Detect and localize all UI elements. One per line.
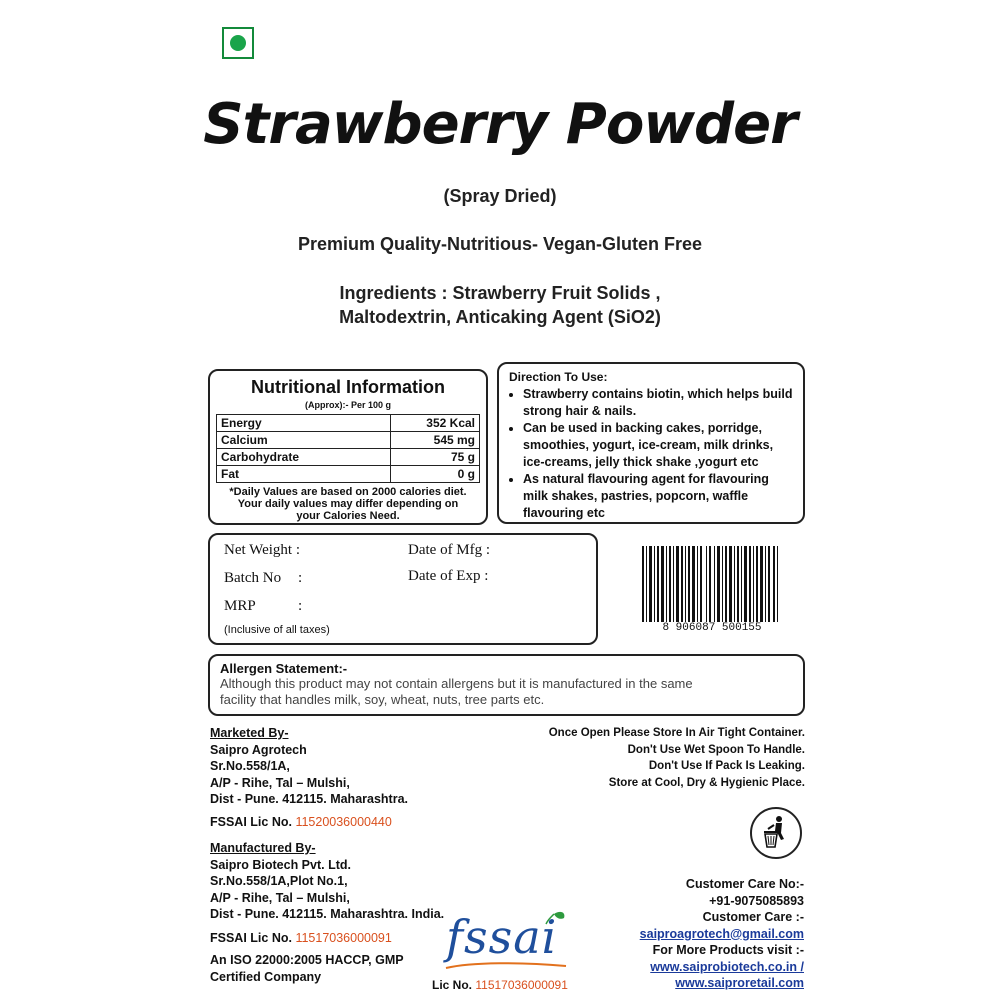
nutrient-value: 0 g — [391, 466, 480, 483]
fssai-number: 11520036000440 — [295, 814, 392, 829]
product-subtitle: (Spray Dried) — [443, 186, 557, 206]
batch-no-label: Batch No — [224, 570, 282, 586]
date-mfg-label: Date of Mfg : — [408, 542, 491, 558]
website-link-2[interactable]: www.saiproretail.com — [675, 976, 804, 990]
ingredients-line-1: Ingredients : Strawberry Fruit Solids , — [339, 283, 661, 303]
list-item: • Strawberry contains biotin, which helps build strong hair & nails. — [523, 386, 793, 420]
nutrition-title: Nutritional Information — [251, 377, 445, 397]
dispose-bin-icon — [750, 807, 802, 859]
nutrient-label: Fat — [217, 466, 391, 483]
nutrition-subtitle: (Approx):- Per 100 g — [304, 400, 391, 410]
fssai-logo — [442, 908, 572, 978]
storage-line: Don't Use Wet Spoon To Handle. — [627, 743, 805, 756]
fssai-logo-lic-label: Lic No. — [432, 978, 473, 992]
taxes-note: (Inclusive of all taxes) — [224, 624, 330, 636]
direction-list — [509, 386, 793, 522]
nutrient-value: 352 Kcal — [391, 415, 480, 432]
barcode-digits: 8 906087 500155 — [632, 622, 792, 634]
date-exp-label: Date of Exp : — [408, 568, 489, 584]
nutrient-label: Energy — [217, 415, 391, 432]
nutrition-panel — [208, 369, 488, 525]
marketed-by-heading: Marketed By- — [210, 726, 289, 740]
footnote-line: your Calories Need. — [296, 510, 400, 522]
footnote-line: Your daily values may differ depending on — [237, 498, 459, 510]
marketer-fssai — [210, 814, 530, 831]
net-weight-label: Net Weight : — [224, 542, 301, 558]
allergen-panel — [208, 654, 805, 716]
customer-care-block — [560, 876, 804, 992]
fssai-number: 11517036000091 — [295, 930, 392, 945]
marketed-by-block — [210, 725, 530, 830]
table-row — [217, 415, 480, 432]
iso-line-1: An ISO 22000:2005 HACCP, GMP — [210, 953, 404, 967]
manufactured-by-heading: Manufactured By- — [210, 841, 316, 855]
veg-symbol-icon — [222, 27, 254, 59]
fssai-logo-text: fssai — [446, 910, 558, 964]
nutrient-label: Carbohydrate — [217, 449, 391, 466]
table-row — [217, 449, 480, 466]
table-row — [217, 432, 480, 449]
nutrition-footnote — [214, 486, 482, 522]
nutrient-value: 545 mg — [391, 432, 480, 449]
storage-line: Once Open Please Store In Air Tight Container. — [548, 727, 805, 739]
manufacturer-name: Saipro Biotech Pvt. Ltd. — [210, 857, 351, 872]
marketer-address-2: A/P - Rihe, Tal – Mulshi, — [210, 775, 350, 790]
ingredients — [0, 281, 1000, 329]
storage-instructions — [500, 725, 805, 791]
fssai-logo-license — [432, 978, 568, 992]
mrp-label: MRP — [224, 598, 256, 614]
fssai-label: FSSAI Lic No. — [210, 814, 292, 829]
marketer-name: Saipro Agrotech — [210, 742, 307, 757]
fssai-logo-lic-number: 11517036000091 — [475, 978, 568, 992]
customer-care-email[interactable]: saiproagrotech@gmail.com — [639, 926, 804, 941]
manufacturer-address-2: A/P - Rihe, Tal – Mulshi, — [210, 890, 350, 905]
allergen-line-2: facility that handles milk, soy, wheat, nuts, tree parts etc. — [220, 692, 545, 707]
list-item: • Can be used in backing cakes, porridge, smoothies, yogurt, ice-cream, milk drinks, ice-creams, jelly thick shake ,yogurt etc — [523, 420, 793, 471]
customer-care-label: Customer Care No:- — [685, 877, 804, 891]
iso-line-2: Certified Company — [210, 969, 322, 984]
customer-care-phone: +91-9075085893 — [709, 893, 804, 908]
direction-panel — [497, 362, 805, 524]
nutrient-label: Calcium — [217, 432, 391, 449]
customer-care-email-label: Customer Care :- — [702, 910, 804, 924]
storage-line: Don't Use If Pack Is Leaking. — [648, 760, 805, 772]
marketer-address-3: Dist - Pune. 412115. Maharashtra. — [210, 792, 409, 806]
direction-title: Direction To Use: — [509, 370, 608, 384]
visit-label: For More Products visit :- — [652, 943, 804, 957]
batch-no-colon: : — [298, 570, 303, 586]
storage-line: Store at Cool, Dry & Hygienic Place. — [608, 776, 805, 789]
nutrition-table — [216, 414, 480, 483]
product-tagline: Premium Quality-Nutritious- Vegan-Gluten Free — [297, 234, 703, 254]
batch-details-panel — [208, 533, 598, 645]
fssai-label: FSSAI Lic No. — [210, 930, 292, 945]
marketer-address-1: Sr.No.558/1A, — [210, 759, 290, 773]
nutrient-value: 75 g — [391, 449, 480, 466]
allergen-title: Allergen Statement:- — [220, 661, 348, 676]
allergen-line-1: Although this product may not contain allergens but it is manufactured in the same — [220, 676, 693, 691]
mrp-colon: : — [298, 598, 303, 614]
ingredients-line-2: Maltodextrin, Anticaking Agent (SiO2) — [339, 307, 661, 327]
list-item: • As natural flavouring agent for flavouring milk shakes, pastries, popcorn, waffle flavouring etc — [523, 471, 793, 522]
manufacturer-address-1: Sr.No.558/1A,Plot No.1, — [210, 874, 348, 888]
manufacturer-address-3: Dist - Pune. 412115. Maharashtra. India. — [210, 907, 445, 921]
website-link-1[interactable]: www.saiprobiotech.co.in / — [650, 959, 804, 974]
footnote-line: *Daily Values are based on 2000 calories diet. — [229, 486, 467, 498]
product-title: Strawberry Powder — [203, 92, 797, 157]
table-row — [217, 466, 480, 483]
